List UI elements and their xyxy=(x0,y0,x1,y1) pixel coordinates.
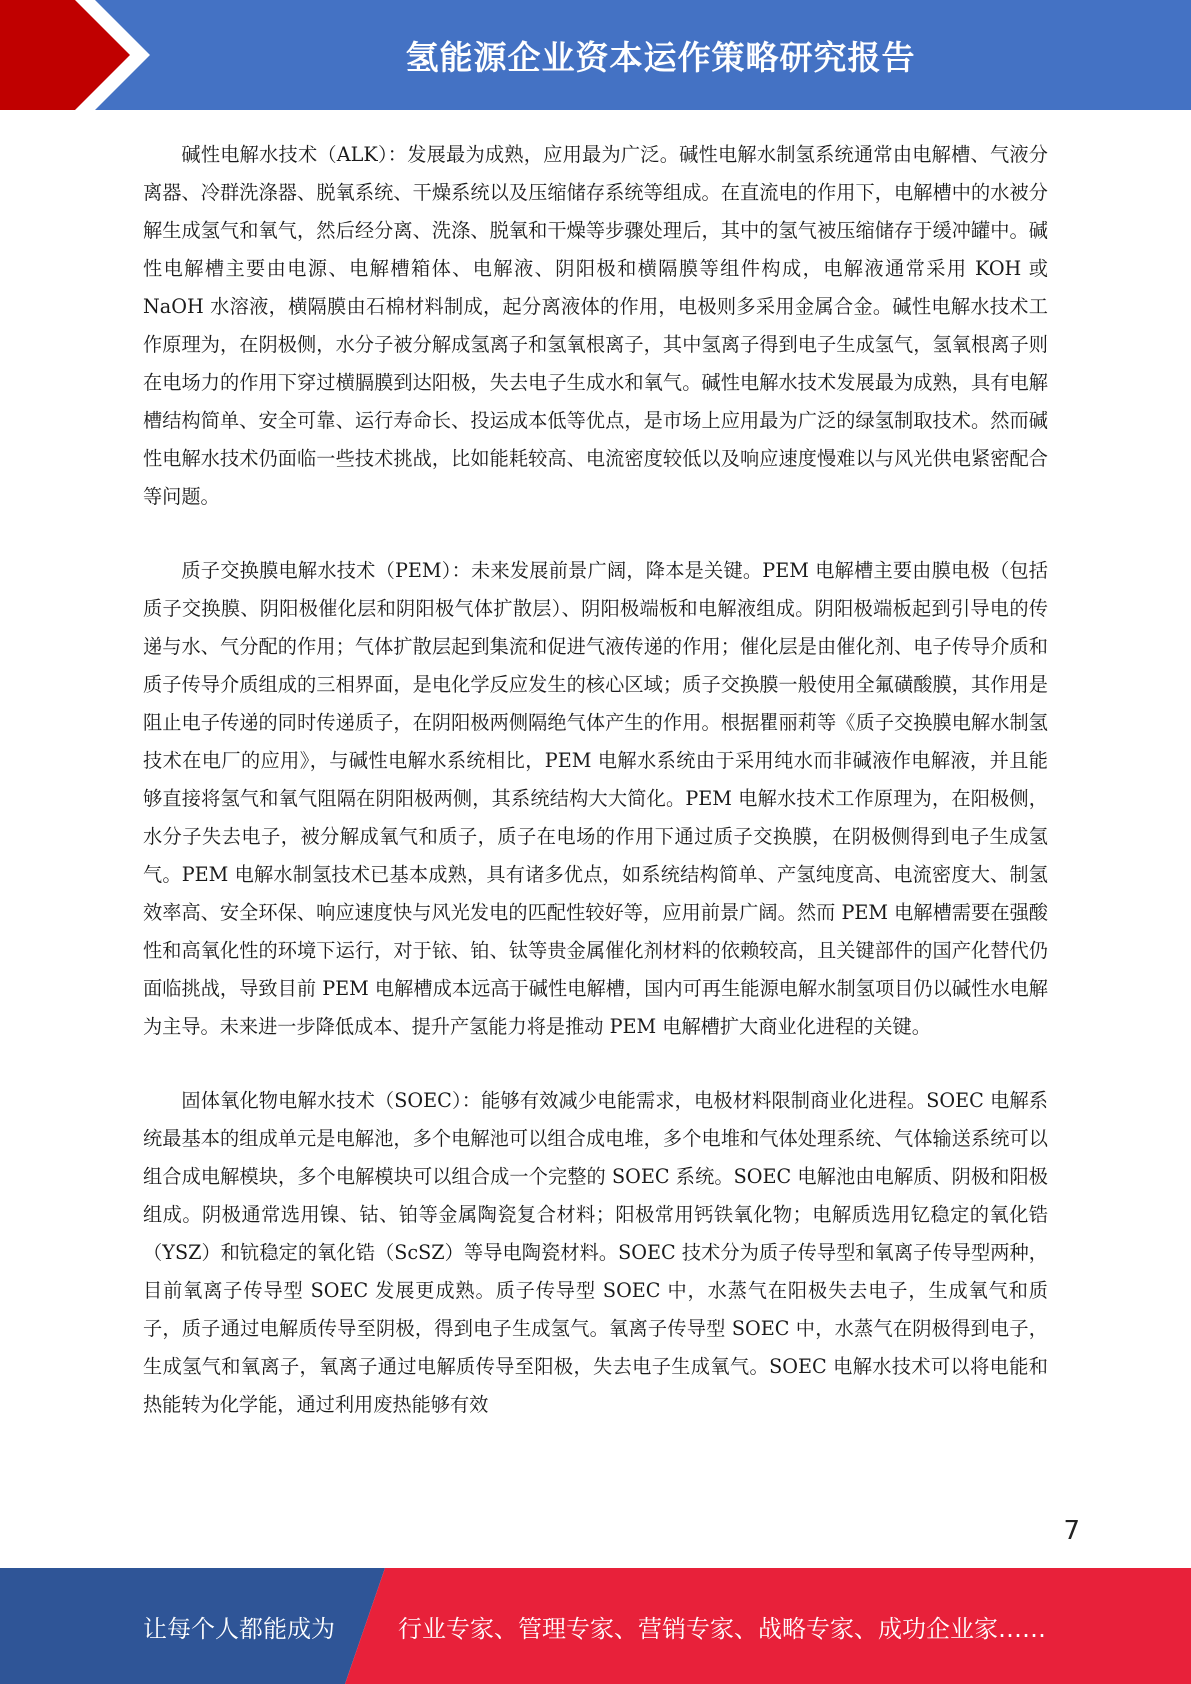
footer-slogan-left: 让每个人都能成为 xyxy=(143,1614,335,1643)
paragraph-alk: 碱性电解水技术（ALK）：发展最为成熟，应用最为广泛。碱性电解水制氢系统通常由电解槽、气液分离器、冷群洗涤器、脱氧系统、干燥系统以及压缩储存系统等组成。在直流电的作用下，电解槽中的水被分解生成氢气和氧气，然后经分离、洗涤、脱氧和干燥等步骤处理后，其中的氢气被压缩储存于缓冲罐中。碱性电解槽主要由电源、电解槽箱体、电解液、阴阳极和横隔膜等组件构成，电解液通常采用 KOH 或 NaOH 水溶液，横隔膜由石棉材料制成，起分离液体的作用，电极则多采用金属合金。碱性电解水技术工作原理为，在阴极侧，水分子被分解成氢离子和氢氧根离子，其中氢离子得到电子生成氢气，氢氧根离子则在电场力的作用下穿过横膈膜到达阳极，失去电子生成水和氧气。碱性电解水技术发展最为成熟，具有电解槽结构简单、安全可靠、运行寿命长、投运成本低等优点，是市场上应用最为广泛的绿氢制取技术。然而碱性电解水技术仍面临一些技术挑战，比如能耗较高、电流密度较低以及响应速度慢难以与风光供电紧密配合等问题。 xyxy=(143,143,1048,508)
page-footer xyxy=(0,1568,1191,1684)
main-content xyxy=(143,136,1048,1460)
paragraph-pem: 质子交换膜电解水技术（PEM）：未来发展前景广阔，降本是关键。PEM 电解槽主要由膜电极（包括质子交换膜、阴阳极催化层和阴阳极气体扩散层）、阴阳极端板和电解液组成。阴阳极端板起到引导电的传递与水、气分配的作用；气体扩散层起到集流和促进气液传递的作用；催化层是由催化剂、电子传导介质和质子传导介质组成的三相界面，是电化学反应发生的核心区域；质子交换膜一般使用全氟磺酸膜，其作用是阻止电子传递的同时传递质子，在阴阳极两侧隔绝气体产生的作用。根据瞿丽莉等《质子交换膜电解水制氢技术在电厂的应用》，与碱性电解水系统相比，PEM 电解水系统由于采用纯水而非碱液作电解液，并且能够直接将氢气和氧气阻隔在阴阳极两侧，其系统结构大大简化。PEM 电解水技术工作原理为，在阳极侧，水分子失去电子，被分解成氧气和质子，质子在电场的作用下通过质子交换膜，在阴极侧得到电子生成氢气。PEM 电解水制氢技术已基本成熟，具有诸多优点，如系统结构简单、产氢纯度高、电流密度大、制氢效率高、安全环保、响应速度快与风光发电的匹配性较好等，应用前景广阔。然而 PEM 电解槽需要在强酸性和高氧化性的环境下运行，对于铱、铂、钛等贵金属催化剂材料的依赖较高，且关键部件的国产化替代仍面临挑战，导致目前 PEM 电解槽成本远高于碱性电解槽，国内可再生能源电解水制氢项目仍以碱性水电解为主导。未来进一步降低成本、提升产氢能力将是推动 PEM 电解槽扩大商业化进程的关键。 xyxy=(143,559,1048,1038)
footer-slogan-right: 行业专家、管理专家、营销专家、战略专家、成功企业家…… xyxy=(398,1614,1046,1643)
page-header xyxy=(0,0,1191,110)
paragraph-soec: 固体氧化物电解水技术（SOEC）：能够有效减少电能需求，电极材料限制商业化进程。SOEC 电解系统最基本的组成单元是电解池，多个电解池可以组合成电堆，多个电堆和气体处理系统、气体输送系统可以组合成电解模块，多个电解模块可以组合成一个完整的 SOEC 系统。SOEC 电解池由电解质、阴极和阳极组成。阴极通常选用镍、钴、铂等金属陶瓷复合材料；阳极常用钙铁氧化物；电解质选用钇稳定的氧化锆（YSZ）和钪稳定的氧化锆（ScSZ）等导电陶瓷材料。SOEC 技术分为质子传导型和氧离子传导型两种，目前氧离子传导型 SOEC 发展更成熟。质子传导型 SOEC 中，水蒸气在阳极失去电子，生成氧气和质子，质子通过电解质传导至阴极，得到电子生成氢气。氧离子传导型 SOEC 中，水蒸气在阴极得到电子，生成氢气和氧离子，氧离子通过电解质传导至阳极，失去电子生成氧气。SOEC 电解水技术可以将电能和热能转为化学能，通过利用废热能够有效 xyxy=(143,1089,1048,1416)
report-title: 氢能源企业资本运作策略研究报告 xyxy=(405,37,916,77)
page-number: 7 xyxy=(1063,1516,1080,1546)
chevron-decoration-icon xyxy=(0,0,160,110)
